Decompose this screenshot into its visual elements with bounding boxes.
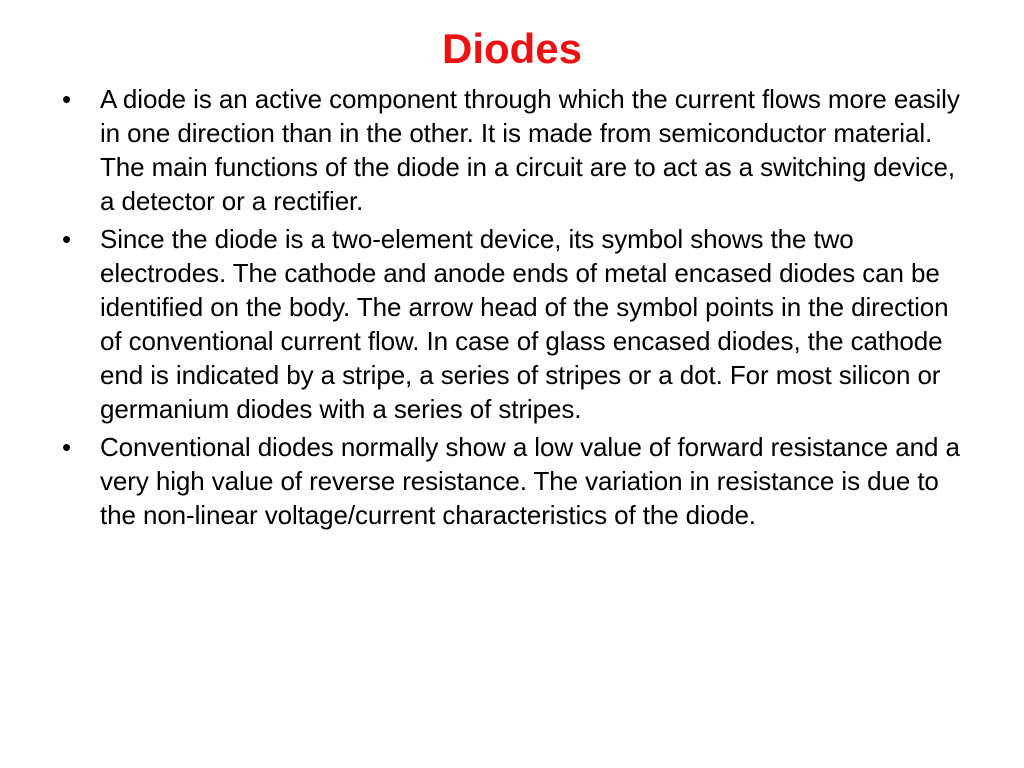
bullet-list (60, 82, 960, 536)
bullet-item (60, 430, 960, 532)
bullet-marker: • (62, 432, 72, 462)
bullet-text: Since the diode is a two-element device, its symbol shows the two electrodes. The cathode and anode ends of metal encased diodes can be identified on the body. The arrow head of the symbol points in the direction of conventional current flow. In case of glass encased diodes, the cathode end is indicated by a stripe, a series of stripes or a dot. For most silicon or germanium diodes with a series of stripes. (100, 224, 949, 424)
bullet-item (60, 222, 960, 426)
bullet-text: A diode is an active component through which the current flows more easily in one direction than in the other. It is made from semiconductor material. The main functions of the diode in a circuit are to act as a switching device, a detector or a rectifier. (100, 84, 960, 216)
slide-title: Diodes (441, 25, 583, 72)
bullet-item (60, 82, 960, 218)
bullet-marker: • (62, 224, 72, 254)
bullet-marker: • (62, 84, 72, 114)
bullet-text: Conventional diodes normally show a low value of forward resistance and a very high value of reverse resistance. The variation in resistance is due to the non-linear voltage/current characteristics of the diode. (100, 432, 960, 530)
